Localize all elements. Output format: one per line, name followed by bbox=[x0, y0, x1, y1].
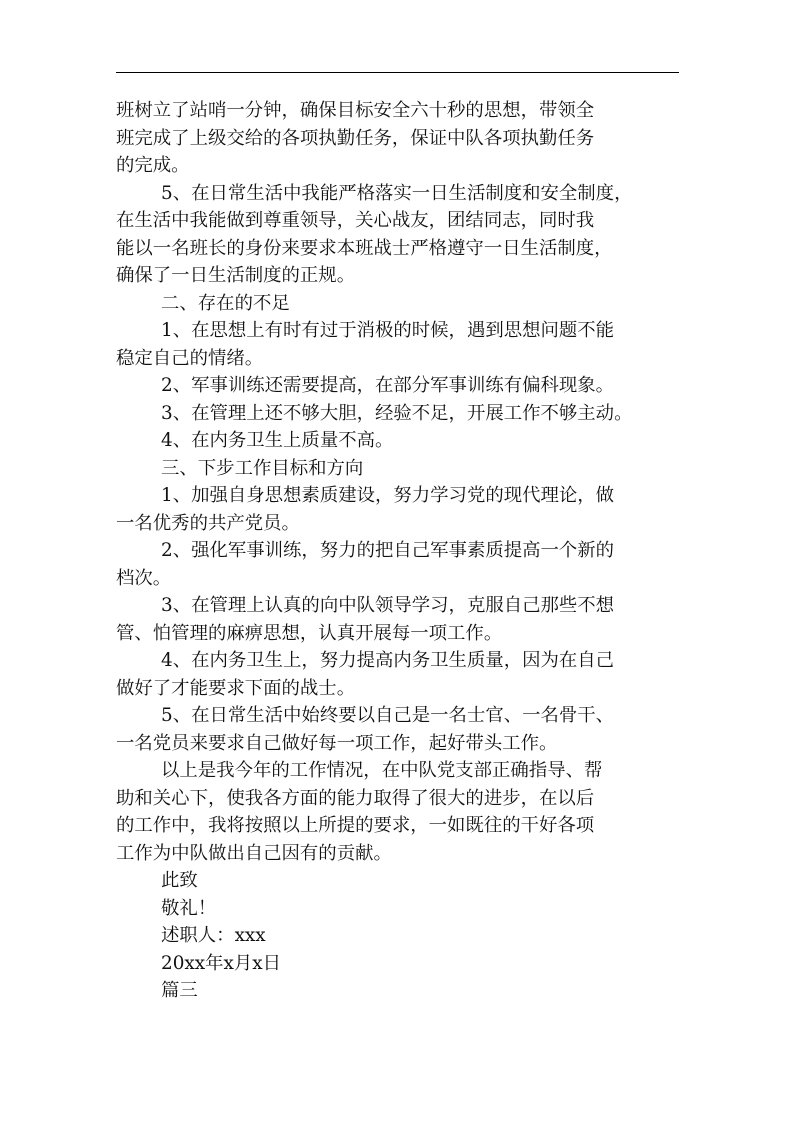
body-line: 班树立了站哨一分钟，确保目标安全六十秒的思想，带领全 bbox=[116, 100, 595, 121]
body-line: 的工作中，我将按照以上所提的要求，一如既往的干好各项 bbox=[116, 815, 595, 836]
body-line: 4、在内务卫生上质量不高。 bbox=[161, 430, 394, 451]
body-line: 班完成了上级交给的各项执勤任务，保证中队各项执勤任务 bbox=[116, 127, 595, 149]
body-line: 5、在日常生活中我能严格落实一日生活制度和安全制度， bbox=[161, 182, 633, 204]
body-line: 以上是我今年的工作情况，在中队党支部正确指导、帮 bbox=[161, 760, 603, 781]
body-line: 管、怕管理的麻痹思想，认真开展每一项工作。 bbox=[116, 622, 503, 644]
body-line: 在生活中我能做到尊重领导，关心战友，团结同志，同时我 bbox=[116, 210, 595, 231]
body-line: 确保了一日生活制度的正规。 bbox=[116, 265, 356, 286]
body-line: 2、军事训练还需要提高，在部分军事训练有偏科现象。 bbox=[161, 375, 615, 396]
body-line: 5、在日常生活中始终要以自己是一名士官、一名骨干、 bbox=[161, 705, 615, 726]
signature-line: 述职人：xxx bbox=[161, 925, 266, 946]
body-line: 的完成。 bbox=[116, 155, 190, 176]
section-heading: 二、存在的不足 bbox=[161, 292, 290, 314]
body-line: 稳定自己的情绪。 bbox=[116, 347, 264, 369]
body-line: 1、加强自身思想素质建设，努力学习党的现代理论，做 bbox=[161, 485, 615, 506]
body-line: 3、在管理上认真的向中队领导学习，克服自己那些不想 bbox=[161, 595, 615, 616]
body-line: 1、在思想上有时有过于消极的时候，遇到思想问题不能 bbox=[161, 320, 615, 341]
body-line: 做好了才能要求下面的战士。 bbox=[116, 677, 356, 699]
section-heading: 三、下步工作目标和方向 bbox=[161, 457, 364, 479]
next-section-title: 篇三 bbox=[161, 980, 198, 1001]
body-line: 一名党员来要求自己做好每一项工作，起好带头工作。 bbox=[116, 732, 558, 754]
header-rule bbox=[116, 72, 679, 73]
body-line: 2、强化军事训练，努力的把自己军事素质提高一个新的 bbox=[161, 540, 615, 561]
date-line: 20xx年x月x日 bbox=[161, 952, 282, 974]
body-line: 档次。 bbox=[116, 567, 172, 589]
body-line: 3、在管理上还不够大胆，经验不足，开展工作不够主动。 bbox=[161, 402, 633, 424]
body-line: 能以一名班长的身份来要求本班战士严格遵守一日生活制度， bbox=[116, 237, 613, 259]
body-line: 一名优秀的共产党员。 bbox=[116, 512, 300, 534]
body-line: 4、在内务卫生上，努力提高内务卫生质量，因为在自己 bbox=[161, 650, 615, 671]
body-line: 助和关心下，使我各方面的能力取得了很大的进步，在以后 bbox=[116, 787, 595, 809]
body-line: 工作为中队做出自己因有的贡献。 bbox=[116, 842, 392, 864]
closing-salute: 敬礼！ bbox=[161, 897, 217, 919]
closing-salutation: 此致 bbox=[161, 870, 198, 891]
document-body bbox=[116, 97, 679, 1005]
